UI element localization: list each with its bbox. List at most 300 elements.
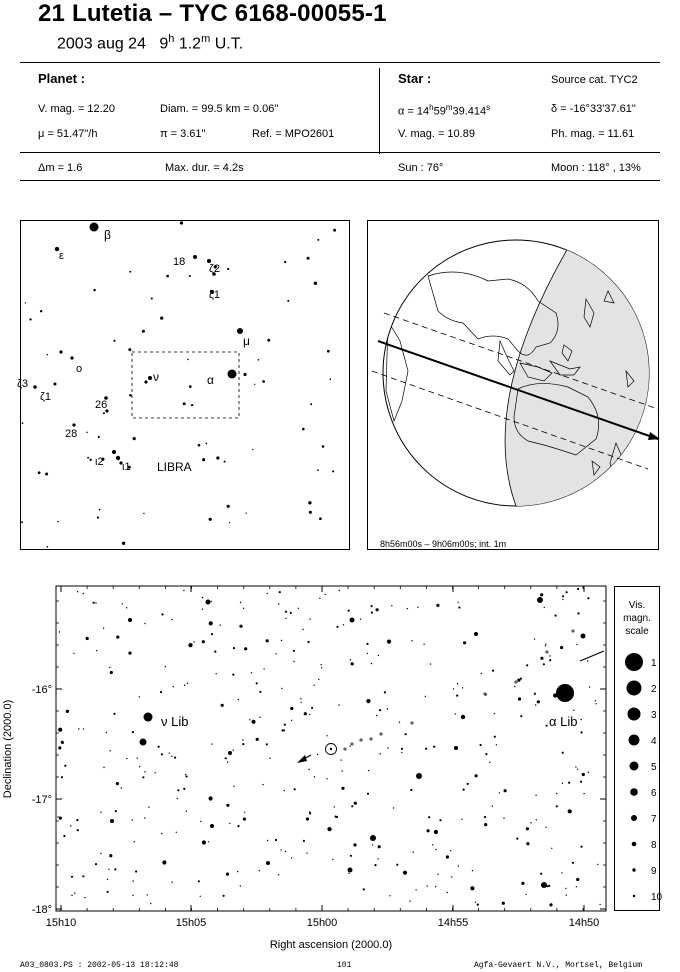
label-zeta3: ζ3 bbox=[17, 378, 28, 390]
chart-star bbox=[173, 686, 174, 687]
finder-labels bbox=[17, 228, 250, 474]
chart-star bbox=[206, 600, 211, 605]
chart-star bbox=[336, 626, 338, 628]
chart-star bbox=[562, 595, 564, 597]
chart-star bbox=[425, 748, 427, 750]
chart-star bbox=[435, 886, 436, 887]
finder-star bbox=[112, 450, 116, 454]
max-duration: Max. dur. = 4.2s bbox=[165, 162, 244, 174]
finder-star bbox=[205, 443, 207, 445]
x-tick-label: 14h50 bbox=[568, 917, 600, 929]
chart-star bbox=[61, 776, 63, 778]
magnitude-label: 6 bbox=[651, 788, 657, 799]
chart-star bbox=[526, 827, 529, 830]
finder-star bbox=[193, 255, 197, 259]
finder-star bbox=[307, 257, 310, 260]
chart-star bbox=[350, 618, 355, 623]
chart-star bbox=[568, 809, 572, 813]
chart-star bbox=[371, 605, 373, 607]
chart-star bbox=[425, 696, 426, 697]
chart-star bbox=[318, 679, 319, 680]
chart-star bbox=[106, 732, 107, 733]
finder-star bbox=[302, 428, 305, 431]
chart-star bbox=[342, 770, 343, 771]
finder-star bbox=[99, 509, 101, 511]
chart-star bbox=[233, 647, 235, 649]
finder-star bbox=[332, 470, 334, 472]
chart-star bbox=[581, 719, 582, 720]
chart-star bbox=[294, 788, 296, 790]
chart-star bbox=[276, 653, 277, 654]
finder-star bbox=[160, 316, 163, 319]
finder-star bbox=[308, 501, 311, 504]
chart-star bbox=[396, 864, 398, 866]
label-zeta1b: ζ1 bbox=[40, 391, 51, 403]
chart-star bbox=[435, 849, 436, 850]
chart-star bbox=[140, 739, 147, 746]
chart-star bbox=[304, 712, 307, 715]
chart-star bbox=[549, 659, 551, 661]
chart-star bbox=[562, 783, 563, 784]
chart-star bbox=[82, 875, 84, 877]
chart-star bbox=[238, 699, 239, 700]
chart-star bbox=[301, 702, 302, 703]
chart-star bbox=[427, 885, 428, 886]
minutes-unit: m bbox=[201, 33, 211, 45]
chart-star bbox=[239, 625, 242, 628]
chart-star bbox=[348, 873, 349, 874]
chart-star bbox=[172, 882, 173, 883]
chart-star bbox=[372, 844, 373, 845]
chart-star bbox=[184, 685, 185, 686]
chart-star bbox=[580, 781, 582, 783]
info-top-rule bbox=[20, 62, 660, 63]
chart-star bbox=[202, 840, 206, 844]
chart-star bbox=[526, 664, 528, 666]
chart-star bbox=[378, 845, 381, 848]
chart-star bbox=[597, 864, 598, 865]
finder-star bbox=[70, 356, 73, 359]
magnitude-dot bbox=[625, 653, 643, 671]
magnitude-dot bbox=[629, 735, 640, 746]
label-26: 26 bbox=[95, 399, 108, 411]
chart-star bbox=[434, 830, 438, 834]
chart-star bbox=[116, 636, 119, 639]
chart-star bbox=[77, 829, 79, 831]
magnitude-dot bbox=[632, 868, 635, 871]
chart-star bbox=[149, 719, 151, 721]
chart-star bbox=[417, 607, 418, 608]
finder-star bbox=[122, 542, 125, 545]
chart-star bbox=[100, 853, 101, 854]
chart-star bbox=[309, 618, 310, 619]
chart-star bbox=[453, 688, 454, 689]
globe-map bbox=[368, 221, 658, 549]
chart-star bbox=[114, 868, 116, 870]
chart-star bbox=[391, 605, 392, 606]
chart-star bbox=[128, 652, 131, 655]
chart-star bbox=[566, 591, 568, 593]
label-omicron: ο bbox=[76, 363, 83, 375]
finder-star bbox=[144, 380, 147, 383]
chart-star bbox=[237, 871, 238, 872]
chart-star bbox=[108, 869, 109, 870]
magnitude-dot bbox=[633, 895, 635, 897]
shadow-direction-arrow bbox=[648, 432, 660, 440]
chart-star bbox=[306, 853, 307, 854]
label-nu-lib: ν Lib bbox=[161, 714, 189, 729]
finder-chart-panel bbox=[17, 220, 350, 550]
finder-star bbox=[93, 289, 95, 291]
chart-star bbox=[572, 695, 574, 697]
chart-star bbox=[577, 612, 579, 614]
chart-star bbox=[284, 724, 286, 726]
chart-star bbox=[572, 862, 574, 864]
chart-star bbox=[540, 873, 542, 875]
finder-star bbox=[333, 229, 336, 232]
finder-star bbox=[38, 471, 41, 474]
chart-star bbox=[405, 733, 407, 735]
chart-star bbox=[427, 829, 430, 832]
footer-publisher: Agfa-Gevaert N.V., Mortsel, Belgium bbox=[474, 961, 643, 970]
chart-star bbox=[70, 825, 71, 826]
chart-star bbox=[492, 806, 493, 807]
finder-star bbox=[309, 511, 312, 514]
finder-star bbox=[54, 383, 57, 386]
chart-star bbox=[83, 593, 84, 594]
finder-star bbox=[209, 518, 212, 521]
chart-star bbox=[575, 766, 576, 767]
chart-star bbox=[139, 696, 140, 697]
label-alpha-lib: α Lib bbox=[549, 714, 578, 729]
chart-star bbox=[76, 819, 78, 821]
chart-star bbox=[121, 787, 122, 788]
chart-star bbox=[367, 793, 369, 795]
x-tick-label: 15h10 bbox=[45, 917, 77, 929]
chart-star bbox=[485, 753, 487, 755]
chart-star bbox=[380, 753, 381, 754]
chart-star bbox=[432, 844, 433, 845]
y-tick-label: -18° bbox=[31, 904, 52, 916]
chart-star bbox=[93, 602, 95, 604]
chart-star bbox=[144, 623, 145, 624]
chart-star bbox=[177, 798, 178, 799]
chart-star bbox=[214, 651, 216, 653]
finder-chart bbox=[17, 221, 349, 549]
chart-star bbox=[306, 817, 309, 820]
magnitude-dot bbox=[627, 681, 642, 696]
chart-star bbox=[367, 653, 368, 654]
chart-star bbox=[534, 638, 535, 639]
magnitude-label: 4 bbox=[651, 736, 657, 747]
chart-star bbox=[451, 876, 452, 877]
chart-star bbox=[128, 618, 132, 622]
chart-star bbox=[351, 662, 354, 665]
chart-star bbox=[249, 719, 250, 720]
chart-star bbox=[177, 789, 179, 791]
chart-star bbox=[242, 739, 243, 740]
chart-star bbox=[209, 796, 213, 800]
chart-star bbox=[298, 608, 299, 609]
label-iota2: ι2 bbox=[95, 456, 104, 468]
chart-star bbox=[244, 812, 245, 813]
chart-star bbox=[77, 591, 78, 592]
star-chart bbox=[0, 582, 610, 962]
chart-star bbox=[290, 612, 292, 614]
chart-star bbox=[160, 691, 162, 693]
star-heading: Star : bbox=[398, 71, 432, 86]
chart-star bbox=[553, 693, 557, 697]
chart-star bbox=[183, 788, 185, 790]
chart-star bbox=[456, 695, 458, 697]
finder-star bbox=[59, 350, 62, 353]
finder-star bbox=[133, 437, 136, 440]
chart-star bbox=[496, 744, 497, 745]
finder-star bbox=[329, 378, 331, 380]
chart-star bbox=[520, 678, 522, 680]
chart-star bbox=[556, 684, 574, 702]
chart-star bbox=[122, 603, 123, 604]
chart-star bbox=[599, 904, 600, 905]
chart-star bbox=[208, 841, 209, 842]
magnitude-label: 5 bbox=[651, 762, 657, 773]
chart-star bbox=[311, 707, 313, 709]
delta-magnitude: Δm = 1.6 bbox=[38, 162, 83, 174]
chart-star bbox=[458, 865, 459, 866]
chart-star bbox=[477, 904, 479, 906]
chart-star bbox=[351, 805, 353, 807]
chart-star bbox=[259, 717, 260, 718]
chart-star bbox=[401, 748, 403, 750]
y-tick-label: -17° bbox=[31, 794, 52, 806]
chart-star bbox=[387, 747, 388, 748]
chart-star bbox=[64, 765, 66, 767]
chart-star bbox=[309, 812, 311, 814]
chart-star bbox=[285, 618, 286, 619]
chart-star bbox=[423, 644, 424, 645]
chart-star bbox=[439, 819, 441, 821]
finder-star bbox=[89, 459, 91, 461]
chart-star bbox=[481, 673, 482, 674]
chart-star bbox=[560, 646, 563, 649]
magnitude-dot bbox=[632, 842, 637, 847]
finder-star bbox=[227, 505, 230, 508]
chart-star bbox=[546, 885, 548, 887]
chart-star bbox=[226, 804, 229, 807]
chart-star bbox=[285, 611, 287, 613]
chart-star bbox=[266, 743, 268, 745]
chart-star bbox=[387, 708, 388, 709]
magnitude-scale bbox=[615, 587, 663, 910]
globe-panel bbox=[367, 220, 659, 550]
chart-star bbox=[308, 769, 309, 770]
finder-star bbox=[57, 521, 58, 522]
chart-star bbox=[291, 720, 292, 721]
finder-star bbox=[198, 444, 201, 447]
chart-star bbox=[251, 672, 252, 673]
chart-star bbox=[251, 720, 255, 724]
chart-star bbox=[484, 816, 486, 818]
chart-star bbox=[354, 802, 357, 805]
chart-star bbox=[142, 776, 144, 778]
label-beta: β bbox=[104, 228, 111, 242]
chart-star bbox=[243, 608, 244, 609]
magnitude-label: 7 bbox=[651, 814, 657, 825]
chart-star bbox=[58, 728, 62, 732]
chart-star bbox=[415, 889, 416, 890]
chart-star bbox=[211, 743, 212, 744]
chart-star bbox=[537, 700, 540, 703]
chart-star bbox=[233, 750, 234, 751]
chart-star bbox=[193, 641, 194, 642]
chart-star bbox=[545, 827, 546, 828]
chart-star bbox=[525, 894, 526, 895]
finder-star bbox=[98, 436, 100, 438]
chart-star bbox=[389, 895, 390, 896]
magnitude-label: 1 bbox=[651, 658, 657, 669]
chart-star bbox=[174, 757, 176, 759]
chart-star bbox=[384, 691, 386, 693]
chart-star bbox=[475, 902, 476, 903]
finder-star bbox=[25, 302, 26, 303]
chart-star bbox=[109, 854, 112, 857]
chart-star bbox=[580, 731, 582, 733]
chart-star bbox=[461, 715, 465, 719]
chart-star bbox=[283, 729, 285, 731]
chart-star bbox=[73, 653, 74, 654]
chart-star bbox=[211, 601, 212, 602]
chart-star bbox=[370, 835, 376, 841]
chart-star bbox=[494, 736, 496, 738]
chart-star bbox=[267, 840, 268, 841]
globe-caption: 8h56m00s – 9h06m00s; int. 1m bbox=[380, 539, 507, 549]
chart-star bbox=[293, 661, 294, 662]
chart-star bbox=[378, 655, 379, 656]
magnitude-scale-title: Vis. magn. scale bbox=[623, 600, 651, 637]
chart-star bbox=[309, 714, 310, 715]
finder-star bbox=[143, 513, 144, 514]
chart-star bbox=[256, 738, 259, 741]
finder-star bbox=[86, 432, 88, 434]
chart-star bbox=[350, 659, 351, 660]
chart-star bbox=[186, 811, 187, 812]
star-right-ascension: $\alpha = 14^h59^m39.414^s$ bbox=[398, 103, 491, 118]
chart-star bbox=[504, 789, 507, 792]
chart-star bbox=[137, 758, 138, 759]
finder-star bbox=[202, 458, 205, 461]
chart-star bbox=[463, 641, 466, 644]
chart-star bbox=[339, 590, 340, 591]
finder-star bbox=[317, 469, 319, 471]
finder-star bbox=[148, 376, 152, 380]
chart-star bbox=[475, 774, 478, 777]
finder-star bbox=[33, 385, 37, 389]
finder-star bbox=[227, 268, 229, 270]
chart-star bbox=[332, 859, 333, 860]
chart-star bbox=[589, 686, 590, 687]
chart-star bbox=[66, 710, 69, 713]
finder-star bbox=[116, 456, 120, 460]
chart-star bbox=[582, 773, 585, 776]
chart-star bbox=[535, 795, 536, 796]
chart-star bbox=[348, 610, 350, 612]
chart-star bbox=[366, 643, 368, 645]
finder-star bbox=[151, 297, 153, 299]
chart-star bbox=[556, 805, 558, 807]
chart-star bbox=[319, 598, 320, 599]
chart-star bbox=[71, 876, 73, 878]
finder-star bbox=[224, 461, 226, 463]
finder-star bbox=[47, 354, 49, 356]
chart-star bbox=[83, 728, 84, 729]
finder-star bbox=[284, 261, 286, 263]
finder-star bbox=[40, 310, 42, 312]
chart-star bbox=[544, 607, 545, 608]
chart-star bbox=[165, 666, 166, 667]
chart-star bbox=[58, 746, 61, 749]
sun-elongation: Sun : 76° bbox=[398, 162, 444, 174]
finder-star bbox=[314, 282, 317, 285]
chart-star bbox=[518, 697, 521, 700]
finder-star bbox=[310, 403, 312, 405]
finder-star bbox=[103, 412, 105, 414]
chart-star bbox=[566, 894, 567, 895]
chart-star bbox=[409, 900, 410, 901]
chart-star bbox=[317, 754, 318, 755]
chart-star bbox=[293, 650, 295, 652]
chart-star bbox=[281, 640, 282, 641]
chart-star bbox=[243, 818, 246, 821]
chart-star bbox=[454, 746, 458, 750]
chart-star bbox=[95, 863, 97, 865]
finder-star bbox=[47, 546, 49, 548]
chart-star bbox=[202, 597, 203, 598]
chart-star bbox=[562, 599, 563, 600]
finder-star bbox=[317, 239, 319, 241]
chart-star bbox=[433, 746, 435, 748]
chart-star bbox=[325, 594, 326, 595]
chart-star bbox=[521, 882, 524, 885]
chart-star bbox=[326, 778, 327, 779]
magnitude-label: 10 bbox=[651, 892, 663, 903]
chart-star bbox=[259, 691, 261, 693]
label-nu: ν bbox=[153, 370, 159, 384]
finder-star bbox=[229, 522, 230, 523]
chart-star bbox=[350, 855, 352, 857]
chart-star bbox=[463, 789, 465, 791]
chart-star bbox=[237, 825, 239, 827]
magnitude-label: 8 bbox=[651, 840, 657, 851]
chart-star bbox=[583, 793, 584, 794]
finder-star bbox=[287, 300, 289, 302]
event-minutes: 1.2 bbox=[178, 35, 202, 53]
chart-star bbox=[387, 640, 391, 644]
chart-star bbox=[307, 641, 309, 643]
chart-star bbox=[430, 663, 431, 664]
chart-star bbox=[266, 639, 269, 642]
chart-star bbox=[242, 743, 244, 745]
chart-star bbox=[534, 693, 536, 695]
chart-star bbox=[134, 841, 135, 842]
chart-star bbox=[413, 852, 414, 853]
chart-star bbox=[492, 670, 494, 672]
chart-star bbox=[240, 885, 241, 886]
magnitude-scale-panel bbox=[614, 586, 663, 911]
y-axis-title: Declination (2000.0) bbox=[2, 699, 14, 799]
event-hour: 9 bbox=[159, 35, 169, 53]
chart-star bbox=[489, 762, 490, 763]
chart-star bbox=[198, 880, 200, 882]
